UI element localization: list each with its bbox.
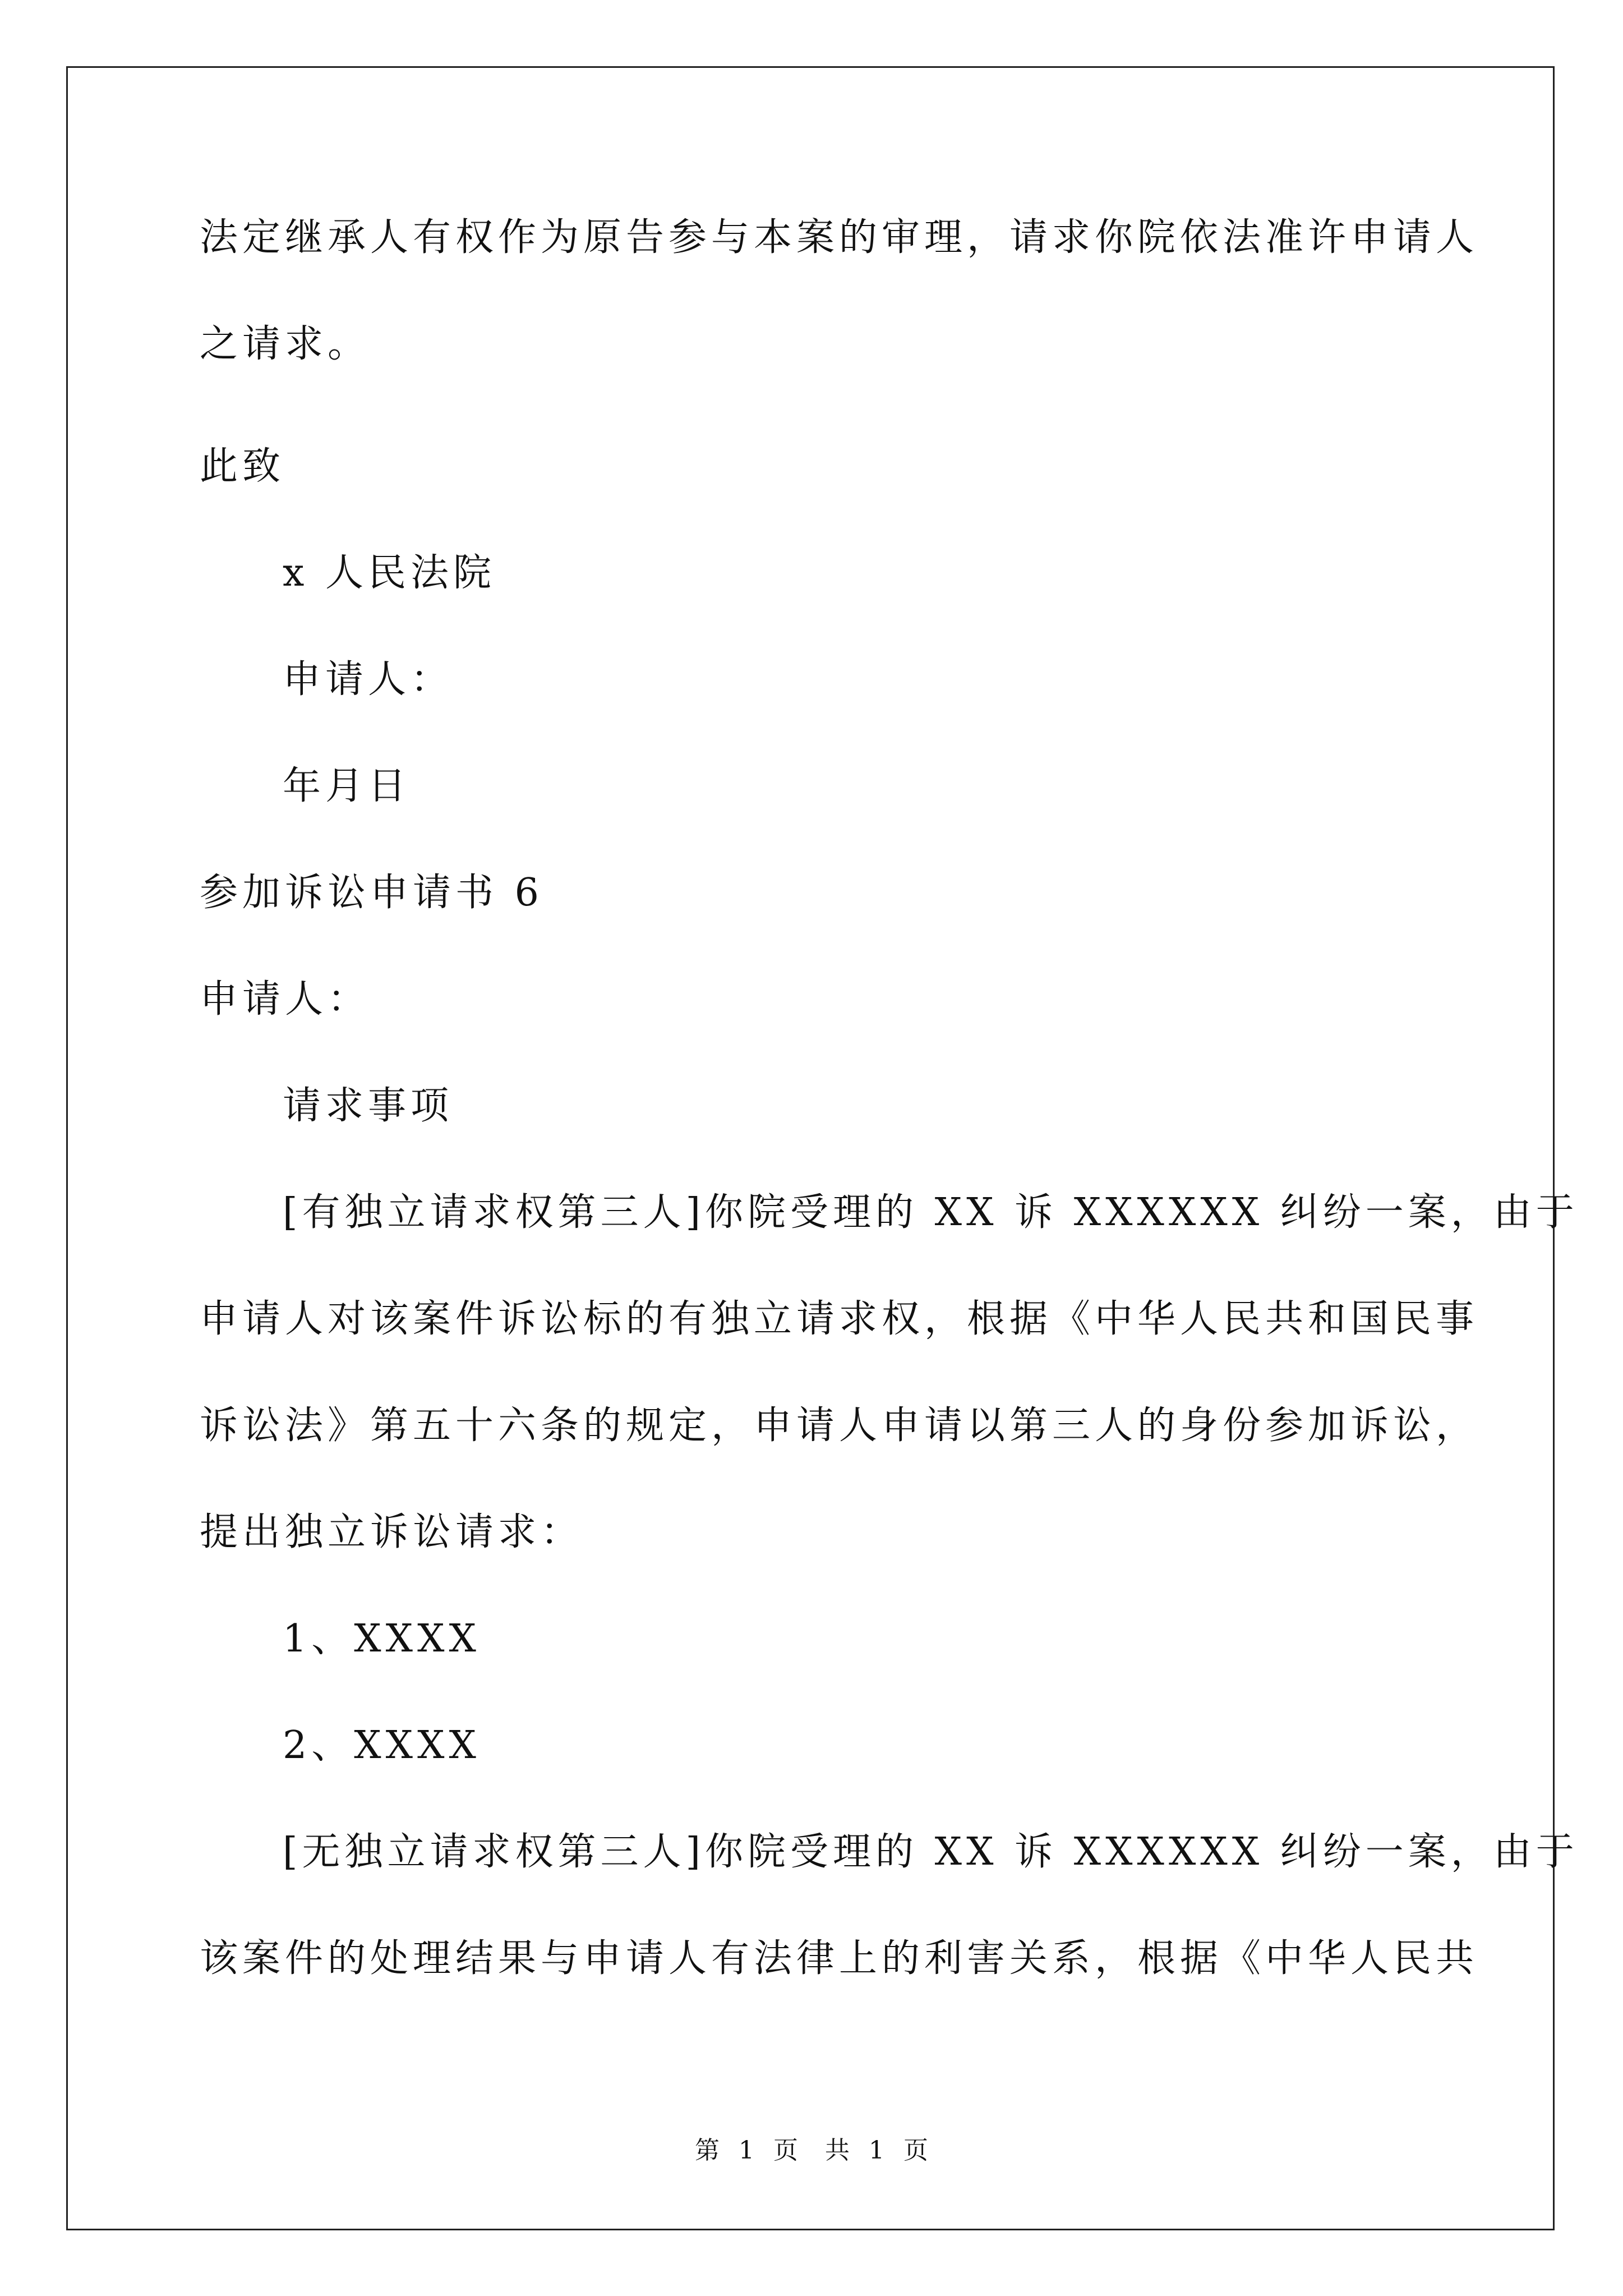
paragraph-line: [无独立请求权第三人]你院受理的 XX 诉 XXXXXX 纠纷一案，由于 — [283, 1830, 1579, 1874]
page-border — [66, 66, 1555, 2230]
paragraph-line: 提出独立诉讼请求： — [200, 1510, 584, 1554]
paragraph-line: 申请人对该案件诉讼标的有独立请求权，根据《中华人民共和国民事 — [200, 1297, 1479, 1341]
paragraph-line: 法定继承人有权作为原告参与本案的审理，请求你院依法准许申请人 — [200, 215, 1479, 260]
date-label: 年月日 — [283, 764, 411, 808]
applicant-signature-label: 申请人： — [283, 657, 454, 702]
paragraph-line: [有独立请求权第三人]你院受理的 XX 诉 XXXXXX 纠纷一案，由于 — [283, 1190, 1579, 1235]
page-footer — [0, 2138, 1623, 2163]
request-heading: 请求事项 — [283, 1084, 454, 1128]
paragraph-line: 该案件的处理结果与申请人有法律上的利害关系，根据《中华人民共 — [200, 1936, 1479, 1981]
applicant-label: 申请人： — [200, 977, 371, 1022]
page-number-total: 共 1 页 — [825, 2136, 928, 2165]
paragraph-line: 之请求。 — [200, 322, 371, 366]
request-item-1: 1、XXXX — [283, 1617, 481, 1661]
section-title: 参加诉讼申请书 6 — [200, 871, 543, 915]
paragraph-line: 诉讼法》第五十六条的规定，申请人申请以第三人的身份参加诉讼， — [200, 1404, 1479, 1448]
page-number-current: 第 1 页 — [695, 2136, 798, 2165]
salutation: 此致 — [200, 444, 285, 489]
request-item-2: 2、XXXX — [283, 1723, 481, 1768]
recipient-court: x 人民法院 — [283, 551, 496, 595]
